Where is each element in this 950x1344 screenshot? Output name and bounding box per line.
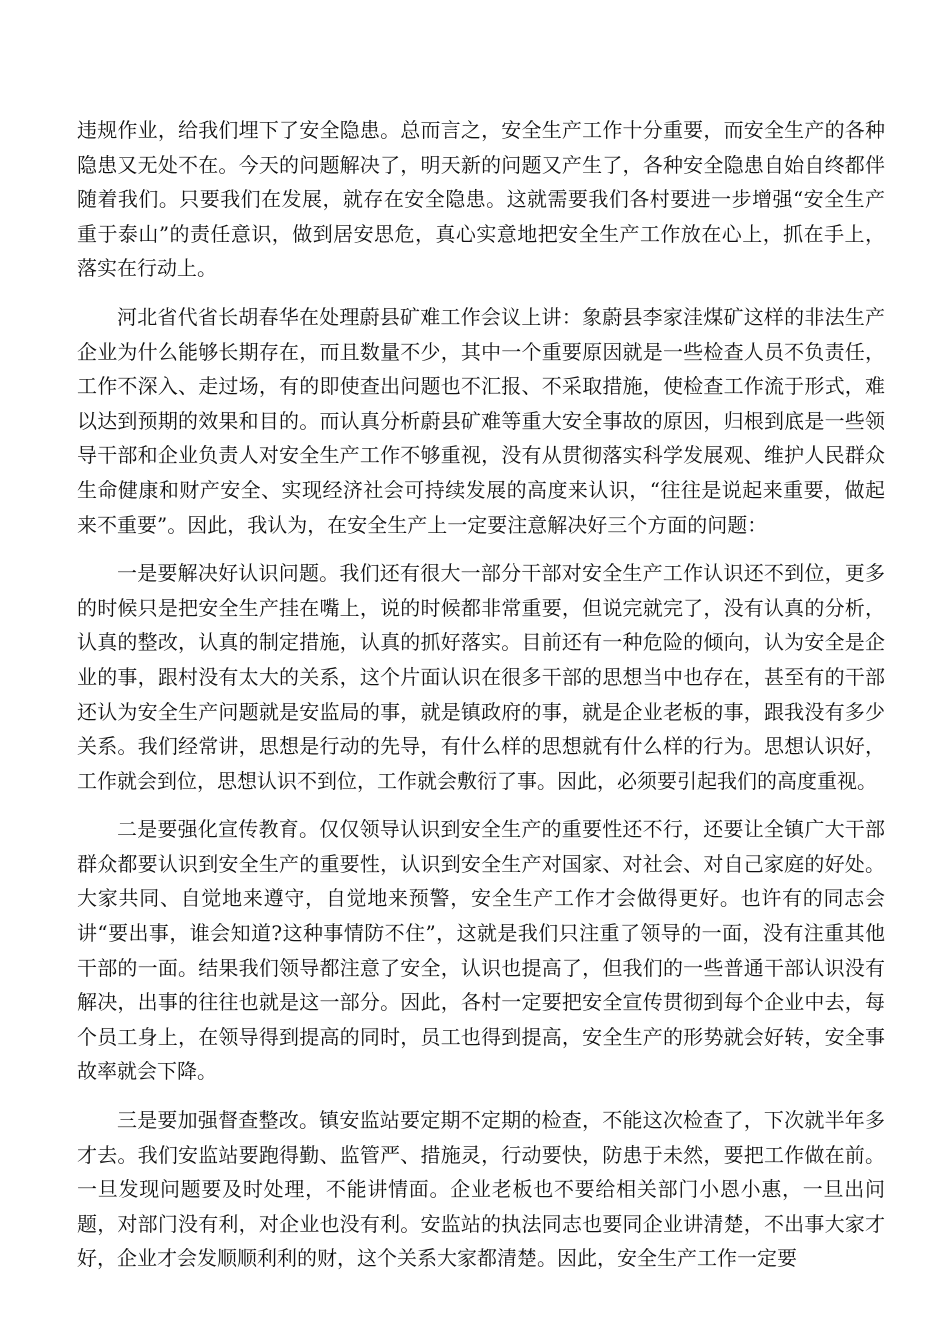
document-page <box>77 113 885 1276</box>
paragraph-continuation: 违规作业，给我们埋下了安全隐患。总而言之，安全生产工作十分重要，而安全生产的各种隐患又无处不在。今天的问题解决了，明天新的问题又产生了，各种安全隐患自始自终都伴随着我们。只要我们在发展，就存在安全隐患。这就需要我们各村要进一步增强“安全生产重于泰山”的责任意识，做到居安思危，真心实意地把安全生产工作放在心上，抓在手上，落实在行动上。 <box>77 118 885 281</box>
paragraph-point-two: 二是要强化宣传教育。仅仅领导认识到安全生产的重要性还不行，还要让全镇广大干部群众都要认识到安全生产的重要性，认识到安全生产对国家、对社会、对自己家庭的好处。大家共同、自觉地来遵守，自觉地来预警，安全生产工作才会做得更好。也许有的同志会讲“要出事，谁会知道?这种事情防不住”，这就是我们只注重了领导的一面，没有注重其他干部的一面。结果我们领导都注意了安全，认识也提高了，但我们的一些普通干部认识没有解决，出事的往往也就是这一部分。因此，各村一定要把安全宣传贯彻到每个企业中去，每个员工身上，在领导得到提高的同时，员工也得到提高，安全生产的形势就会好转，安全事故率就会下降。 <box>77 817 885 1084</box>
paragraph-point-three: 三是要加强督查整改。镇安监站要定期不定期的检查，不能这次检查了，下次就半年多才去。我们安监站要跑得勤、监管严、措施灵，行动要快，防患于未然，要把工作做在前。一旦发现问题要及时处理，不能讲情面。企业老板也不要给相关部门小恩小惠，一旦出问题，对部门没有利，对企业也没有利。安监站的执法同志也要同企业讲清楚，不出事大家才好，企业才会发顺顺利利的财，这个关系大家都清楚。因此，安全生产工作一定要 <box>77 1108 885 1271</box>
paragraph-point-one: 一是要解决好认识问题。我们还有很大一部分干部对安全生产工作认识还不到位，更多的时候只是把安全生产挂在嘴上，说的时候都非常重要，但说完就完了，没有认真的分析，认真的整改，认真的制定措施，认真的抓好落实。目前还有一种危险的倾向，认为安全是企业的事，跟村没有太大的关系，这个片面认识在很多干部的思想当中也存在，甚至有的干部还认为安全生产问题就是安监局的事，就是镇政府的事，就是企业老板的事，跟我没有多少关系。我们经常讲，思想是行动的先导，有什么样的思想就有什么样的行为。思想认识好，工作就会到位，思想认识不到位，工作就会敷衍了事。因此，必须要引起我们的高度重视。 <box>77 561 885 793</box>
paragraph-quote-hu-chunhua: 河北省代省长胡春华在处理蔚县矿难工作会议上讲：象蔚县李家洼煤矿这样的非法生产企业为什么能够长期存在，而且数量不少，其中一个重要原因就是一些检查人员不负责任，工作不深入、走过场，有的即使查出问题也不汇报、不采取措施，使检查工作流于形式，难以达到预期的效果和目的。而认真分析蔚县矿难等重大安全事故的原因，归根到底是一些领导干部和企业负责人对安全生产工作不够重视，没有从贯彻落实科学发展观、维护人民群众生命健康和财产安全、实现经济社会可持续发展的高度来认识，“往往是说起来重要，做起来不重要”。因此，我认为，在安全生产上一定要注意解决好三个方面的问题： <box>77 304 885 537</box>
